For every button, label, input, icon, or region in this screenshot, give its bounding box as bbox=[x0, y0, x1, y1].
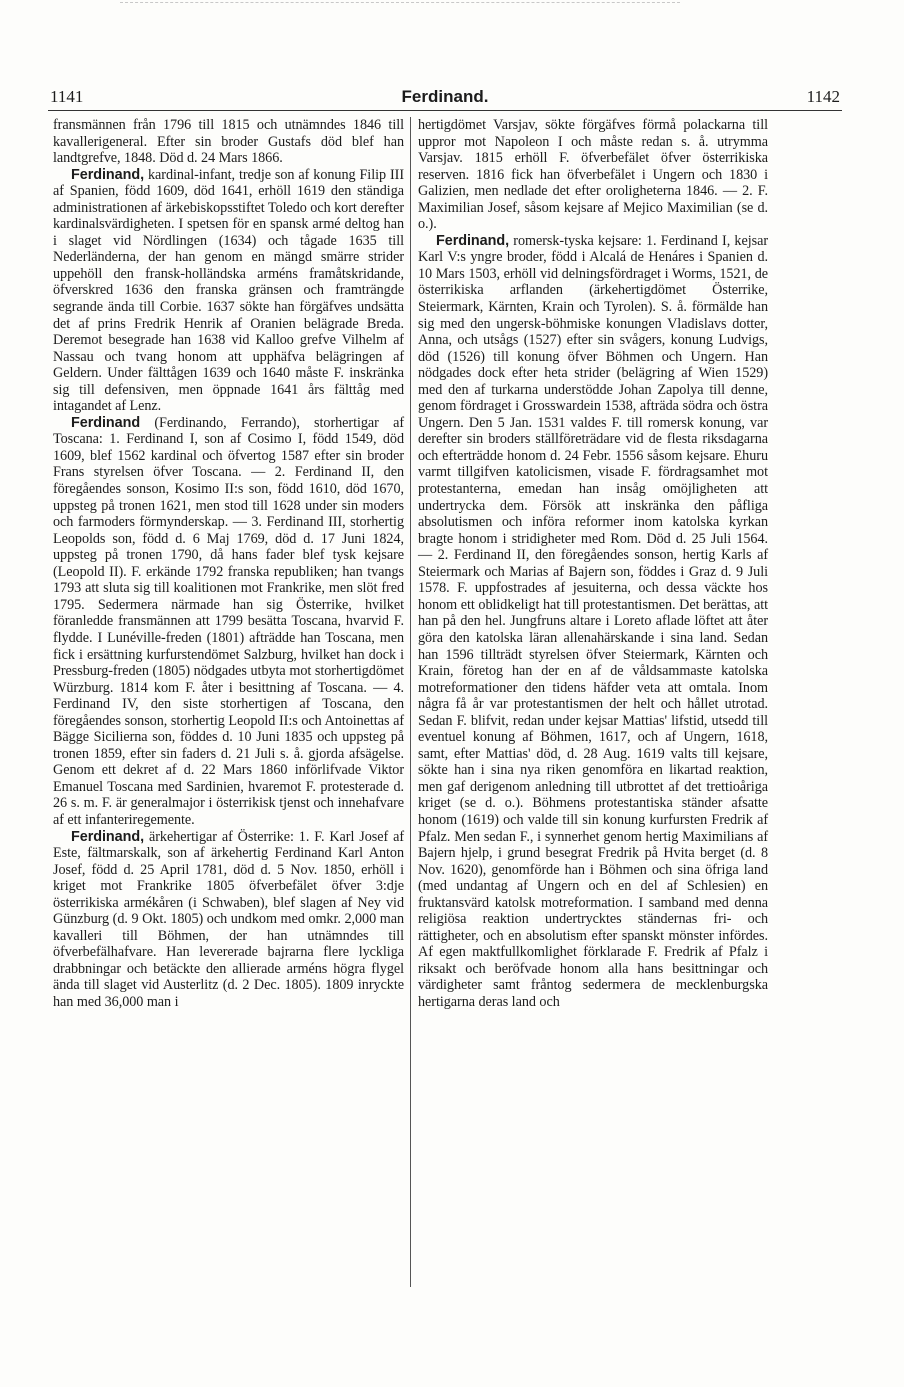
entry-headword: Ferdinand, bbox=[71, 828, 145, 845]
left-column bbox=[53, 117, 404, 1011]
page-number-left: 1141 bbox=[50, 87, 84, 106]
entry-text: (Ferdinando, Ferrando), storhertigar af Toscana: 1. Ferdinand I, son af Cosimo I, född 1549, död 1609, blef 1562 kardinal och öfvertog 1587 efter sin broder Frans styrelsen öfver Toscana. — 2. Ferdinand II, den föregåendes sonson, Kosimo II:s son, född 1610, död 1670, uppsteg på tronen 1621, men stod till 1628 under sin moders och farmoders förmynderskap. — 3. Ferdinand III, storhertig Leopolds son, född d. 6 Maj 1769, död d. 17 Juni 1824, uppsteg på tronen 1790, då hans fader blef tysk kejsare (Leopold II). F. erkände 1792 franska republiken; han tvangs 1793 att sluta sig till koalitionen mot Frankrike, men slöt fred 1795. Sedermera närmade han sig Österrike, hvilket föranledde fransmännen att 1799 besätta Toscana, hvarvid F. flydde. I Lunéville-freden (1801) afträdde han Toscana, men fick i ersättning kurfurstendömet Salzburg, hvilket han dock i Pressburg-freden (1805) nödgades utbyta mot storhertigdömet Würzburg. 1814 kom F. åter i besittning af Toscana. — 4. Ferdinand IV, den siste storhertigen af Toscana, den föregåendes sonson, storhertig Leopold II:s och Antoinettas af Bägge Sicilierna son, föddes d. 10 Juni 1835 och uppsteg på tronen 1859, efter sin faders d. 21 Juli s. å. gjorda afsägelse. Genom ett dekret af d. 22 Mars 1860 införlifvade Viktor Emanuel Toscana med Sardinien, hvaremot F. protesterade d. 26 s. m. F. är generalmajor i österrikisk tjenst och innehafvare af ett infanteriregemente. bbox=[53, 414, 404, 828]
entry-text: fransmännen från 1796 till 1815 och utnämndes 1846 till kavallerigeneral. Efter sin broder Gustafs död blef han landtgrefve, 1848. Död d. 24 Mars 1866. bbox=[53, 117, 404, 167]
entry-romersk-tyska-kejsare bbox=[418, 233, 768, 1011]
entry-headword: Ferdinand bbox=[71, 414, 141, 431]
entry-text: kardinal-infant, tredje son af konung Filip III af Spanien, född 1609, död 1641, erhöll 1619 den ständiga administrationen af ärkebiskopsstiftet Toledo och kort derefter kardinalsvärdigheten. I spetsen för en spansk armé deltog han i slaget vid Nördlingen (1634) och tågade 1635 till Nederländerna, der han genom en mängd smärre strider uppehöll den fransk-holländska arméns framåtskridande, öfverskred 1636 den franska gränsen och framträngde segrande ända till Corbie. 1637 sökte han förgäfves undsätta det af prins Fredrik Henrik af Oranien belägrade Breda. Deremot besegrade han 1638 vid Kalloo grefve Vilhelm af Nassau och tvang honom att upphäfva belägringen af Geldern. Under fälttågen 1639 och 1640 måste F. inskränka sig till defensiven, men öppnade 1641 års fälttåg med intagandet af Lenz. bbox=[53, 166, 404, 415]
entry-continuation bbox=[53, 117, 404, 167]
entry-continuation bbox=[418, 117, 768, 233]
entry-text: ärkehertigar af Österrike: 1. F. Karl Josef af Este, fältmarskalk, son af ärkehertig Ferdinand Karl Anton Josef, född d. 25 April 1781, död d. 5 Nov. 1850, erhöll i kriget mot Frankrike 1805 öfverbefälet öfver 3:dje österrikiska armékåren (i Schwaben), blef slagen af Ney vid Günzburg (d. 9 Okt. 1805) och undkom med omkr. 2,000 man kavalleri till Böhmen, der han utnämndes till öfverbefälhafvare. Han levererade bajrarna flere lyckliga drabbningar och betäckte den allierade arméns högra flygel ända till slaget vid Austerlitz (d. 2 Dec. 1805). 1809 inryckte han med 36,000 man i bbox=[53, 828, 405, 1010]
entry-arkehertigar-osterrike bbox=[53, 829, 404, 1011]
entry-headword: Ferdinand, bbox=[71, 166, 145, 183]
running-title: Ferdinand. bbox=[401, 87, 489, 106]
page-header bbox=[48, 86, 842, 111]
entry-text: romersk-tyska kejsare: 1. Ferdinand I, kejsar Karl V:s yngre broder, född i Alcalá de Henáres i Spanien d. 10 Mars 1503, erhöll vid delningsfördraget i Worms, 1521, de österrikiska arflanden (ärkehertigdömet Österrike, Steiermark, Kärnten, Krain och Tyrolen). S. å. förmälde han sig med den ungersk-böhmiske konungen Vladislavs dotter, Anna, och utsågs (1527) efter sin svågers, konung Ludvigs, död (1526) till konung öfver Böhmen och Ungern. Han nödgades dock efter heta strider (belägring af Wien 1529) med den af turkarna understödde Johan Zapolya till denne, genom fördraget i Grosswardein 1538, afträda södra och östra Ungern. Den 5 Jan. 1531 valdes F. till romersk konung, var derefter sin broders ställföreträdare vid de flesta riksdagarna och efterträdde honom d. 24 Febr. 1556 såsom kejsare. Ehuru varmt tillgifven katolicismen, visade F. fördragsamhet mot protestanterna, emedan han insåg omöjligheten att undertrycka dem. Försök att inskränka den påfliga absolutismen och införa reformer inom katolska kyrkan bragte honom i stridigheter med Rom. Död d. 25 Juli 1564. — 2. Ferdinand II, den föregåendes sonson, hertig Karls af Steiermark och Marias af Bajern son, föddes i Graz d. 9 Juli 1578. F. uppfostrades af jesuiterna, och dessa väckte hos honom ett oblidkeligt hat till protestantismen. Det berättas, att han på den hel. Jungfruns altare i Loreto aflade löftet att åter göra den katolska läran allenahärskande i sina land. Sedan han 1596 tillträdt styrelsen öfver Steiermark, Kärnten och Krain, företog han der en af de våldsammaste katolska motreformationer den tidens häfder veta att omtala. Inom några få år var protestantismen der helt och hållet utrotad. Sedan F. blifvit, redan under kejsar Mattias' lifstid, utsedd till eventuel konung af Böhmen, 1617, och af Ungern, 1618, samt, efter Mattias' död, d. 28 Aug. 1619 valts till kejsare, sökte han i sina nya riken genomföra en likartad reaktion, men gaf derigenom anledning till utbrottet af det trettioåriga kriget (se d. o.). Böhmens protestantiska ständer afsatte honom (1619) och valde till sin konung kurfursten Fredrik af Pfalz. Men sedan F., i synnerhet genom hertig Maximilians af Bajern hjelp, i grund besegrat Fredrik på Hvita berget (d. 8 Nov. 1620), genomförde han i Böhmen och sina öfriga land (med undantag af Ungern och en del af Schlesien) en fruktansvärd katolsk motreformation. I samband med denna religiösa reaktion undertrycktes ständernas fri- och rättigheter, och en absolutism efter spanskt mönster infördes. Af egen maktfullkomlighet förklarade F. Fredrik af Pfalz i riksakt och beröfvade honom alla hans besittningar och värdigheter samt fråntog sedermera de mecklenburgska hertigarna deras land och bbox=[418, 232, 769, 1010]
entry-text: hertigdömet Varsjav, sökte förgäfves förmå polackarna till uppror mot Napoleon I och måste redan s. å. utrymma Varsjav. 1815 erhöll F. öfverbefälet öfver österrikiska reserven. 1816 fick han öfverbefälet i Ungern och 1830 i Galizien, men nedlade det efter oroligheterna 1846. — 2. F. Maximilian Josef, såsom kejsare af Mejico Maximilian (se d. o.). bbox=[418, 117, 768, 233]
column-divider bbox=[410, 117, 411, 1287]
right-column bbox=[418, 117, 768, 1011]
entry-headword: Ferdinand, bbox=[436, 232, 510, 249]
entry-kardinal-infant bbox=[53, 167, 404, 415]
scan-edge-line bbox=[120, 2, 680, 3]
entry-storhertigar-toscana bbox=[53, 415, 404, 829]
page-number-right: 1142 bbox=[806, 87, 840, 106]
